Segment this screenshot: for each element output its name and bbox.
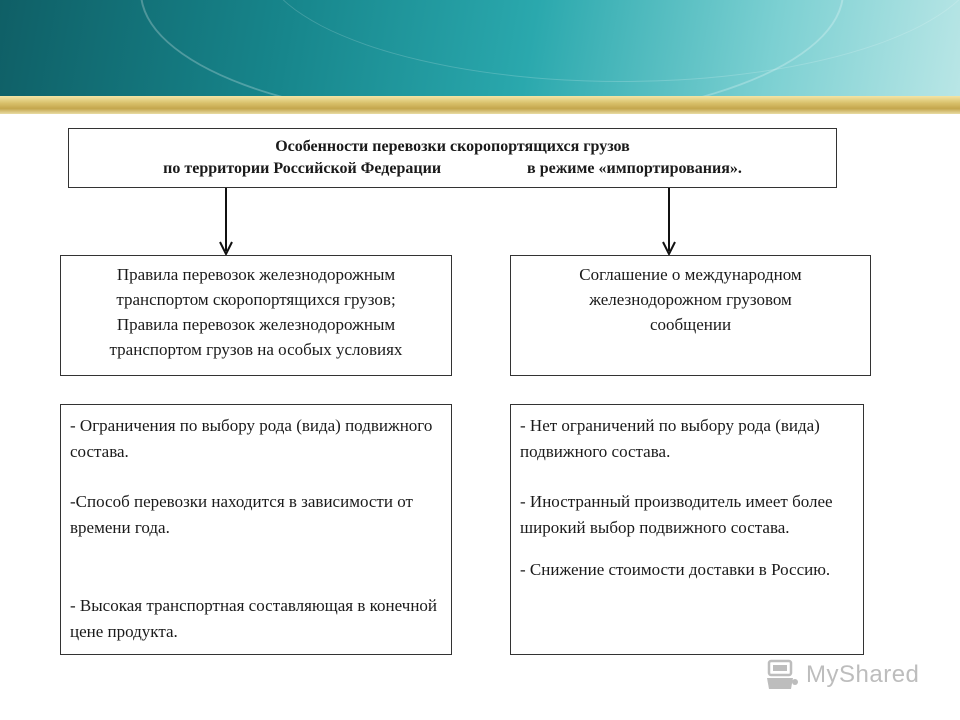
feature-item: - Нет ограничений по выбору рода (вида) подвижного состава. <box>520 416 820 461</box>
header-banner <box>0 0 960 98</box>
title-line-2-right: в режиме «импортирования». <box>527 160 742 177</box>
myshared-watermark <box>766 655 919 695</box>
title-line-2 <box>69 158 836 180</box>
feature-item: - Снижение стоимости доставки в Россию. <box>520 560 831 579</box>
arrow-down-left-icon <box>218 188 234 256</box>
agreement-line: сообщении <box>649 315 732 334</box>
rules-line: транспортом скоропортящихся грузов; <box>116 290 396 309</box>
left-features-box <box>60 404 452 655</box>
arrow-down-right-icon <box>661 188 677 256</box>
rules-line: транспортом грузов на особых условиях <box>109 340 403 359</box>
rules-line: Правила перевозок железнодорожным <box>116 265 396 284</box>
right-features-box <box>510 404 864 655</box>
title-line-2-left: по территории Российской Федерации <box>163 160 442 177</box>
international-agreement-box <box>510 255 871 376</box>
agreement-line: железнодорожном грузовом <box>589 290 792 309</box>
watermark-text: MyShared <box>806 661 920 688</box>
feature-item: - Ограничения по выбору рода (вида) подвижного состава. <box>70 416 433 461</box>
title-line-1: Особенности перевозки скоропортящихся грузов <box>275 138 630 155</box>
railway-rules-box <box>60 255 452 376</box>
rules-line: Правила перевозок железнодорожным <box>116 315 396 334</box>
gold-strip <box>0 96 960 114</box>
feature-item: - Высокая транспортная составляющая в конечной цене продукта. <box>70 596 438 641</box>
feature-item: -Способ перевозки находится в зависимости от времени года. <box>70 492 413 537</box>
mystore-register-icon <box>766 658 800 692</box>
diagram-title-box <box>68 128 837 188</box>
feature-item: - Иностранный производитель имеет более широкий выбор подвижного состава. <box>520 492 833 537</box>
agreement-line: Соглашение о международном <box>579 265 802 284</box>
